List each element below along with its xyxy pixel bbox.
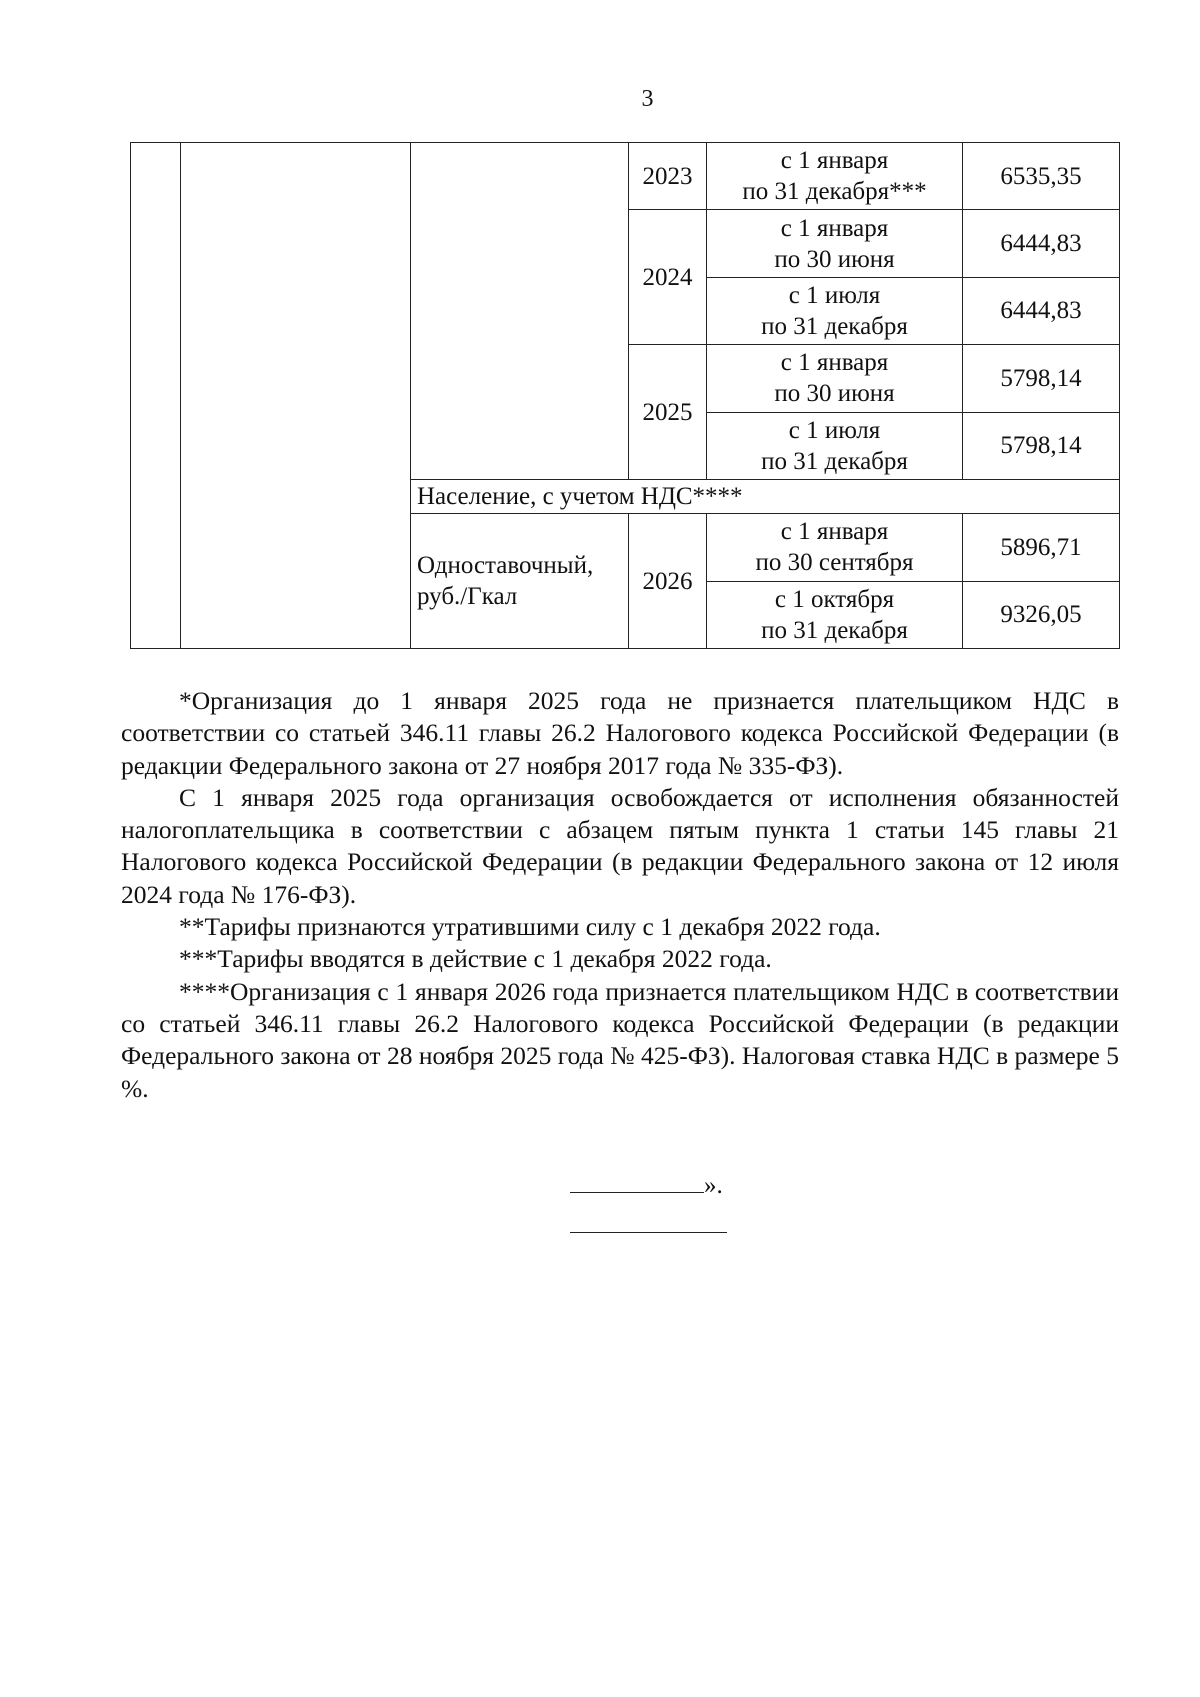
group-header: Население, с учетом НДС**** (411, 479, 1120, 513)
period-end: по 31 декабря (761, 312, 908, 340)
period-end: по 31 декабря*** (742, 178, 927, 206)
period-cell (707, 345, 963, 412)
footnote: ****Организация с 1 января 2026 года признается плательщиком НДС в соответствии со статьей 346.11 главы 26.2 Налогового кодекса Российской Федерации (в редакции Федерального закона от 28 ноября 2025 года № 425-ФЗ). Налоговая ставка НДС в размере 5 %. (121, 976, 1119, 1103)
footnote: С 1 января 2025 года организация освобождается от исполнения обязанностей налогоплательщика в соответствии с абзацем пятым пункта 1 статьи 145 главы 21 Налогового кодекса Российской Федерации (в редакции Федерального закона от 12 июля 2024 года № 176-ФЗ). (121, 782, 1119, 909)
period-end: по 30 июня (774, 245, 895, 273)
rate-label-line: Одноставочный, (417, 552, 594, 580)
page-number: 3 (641, 86, 654, 112)
period-start: с 1 января (780, 349, 889, 377)
rate-label (411, 514, 629, 649)
tariff-value: 5798,14 (963, 412, 1120, 479)
period-end: по 31 декабря (761, 447, 908, 475)
table-cell-empty (181, 143, 411, 649)
period-start: с 1 октября (774, 585, 895, 613)
year-cell: 2025 (629, 345, 707, 480)
period-cell (707, 581, 963, 648)
closing-quote: ». (704, 1172, 723, 1199)
period-cell (707, 514, 963, 581)
period-end: по 30 июня (774, 380, 895, 408)
tariff-value: 5896,71 (963, 514, 1120, 581)
table-row (131, 143, 1120, 210)
period-cell (707, 143, 963, 210)
period-end: по 30 сентября (755, 549, 914, 577)
period-cell (707, 412, 963, 479)
period-start: с 1 июля (788, 281, 881, 309)
year-cell: 2024 (629, 210, 707, 345)
footnote: ***Тарифы вводятся в действие с 1 декабря 2022 года. (179, 944, 772, 974)
footnote: *Организация до 1 января 2025 года не признается плательщиком НДС в соответствии со статьей 346.11 главы 26.2 Налогового кодекса Российской Федерации (в редакции Федерального закона от 27 ноября 2017 года № 335-ФЗ). (121, 686, 1119, 780)
closing-blank-line (570, 1170, 704, 1193)
tariff-value: 6535,35 (963, 143, 1120, 210)
end-divider (570, 1232, 727, 1233)
period-start: с 1 июля (788, 416, 881, 444)
tariff-value: 6444,83 (963, 210, 1120, 277)
footnote: **Тарифы признаются утратившими силу с 1 декабря 2022 года. (179, 912, 881, 942)
period-end: по 31 декабря (761, 616, 908, 644)
rate-label-line: руб./Гкал (417, 583, 518, 611)
year-cell: 2026 (629, 514, 707, 649)
tariff-value: 6444,83 (963, 277, 1120, 344)
tariff-value: 9326,05 (963, 581, 1120, 648)
period-cell (707, 277, 963, 344)
period-start: с 1 января (780, 518, 889, 546)
closing-mark (570, 1170, 723, 1200)
period-start: с 1 января (780, 214, 889, 242)
table-cell-empty (411, 143, 629, 480)
tariff-table (130, 142, 1120, 649)
footnotes (121, 685, 1119, 1105)
period-start: с 1 января (780, 147, 889, 175)
table-cell-empty (131, 143, 181, 649)
period-cell (707, 210, 963, 277)
year-cell: 2023 (629, 143, 707, 210)
tariff-value: 5798,14 (963, 345, 1120, 412)
